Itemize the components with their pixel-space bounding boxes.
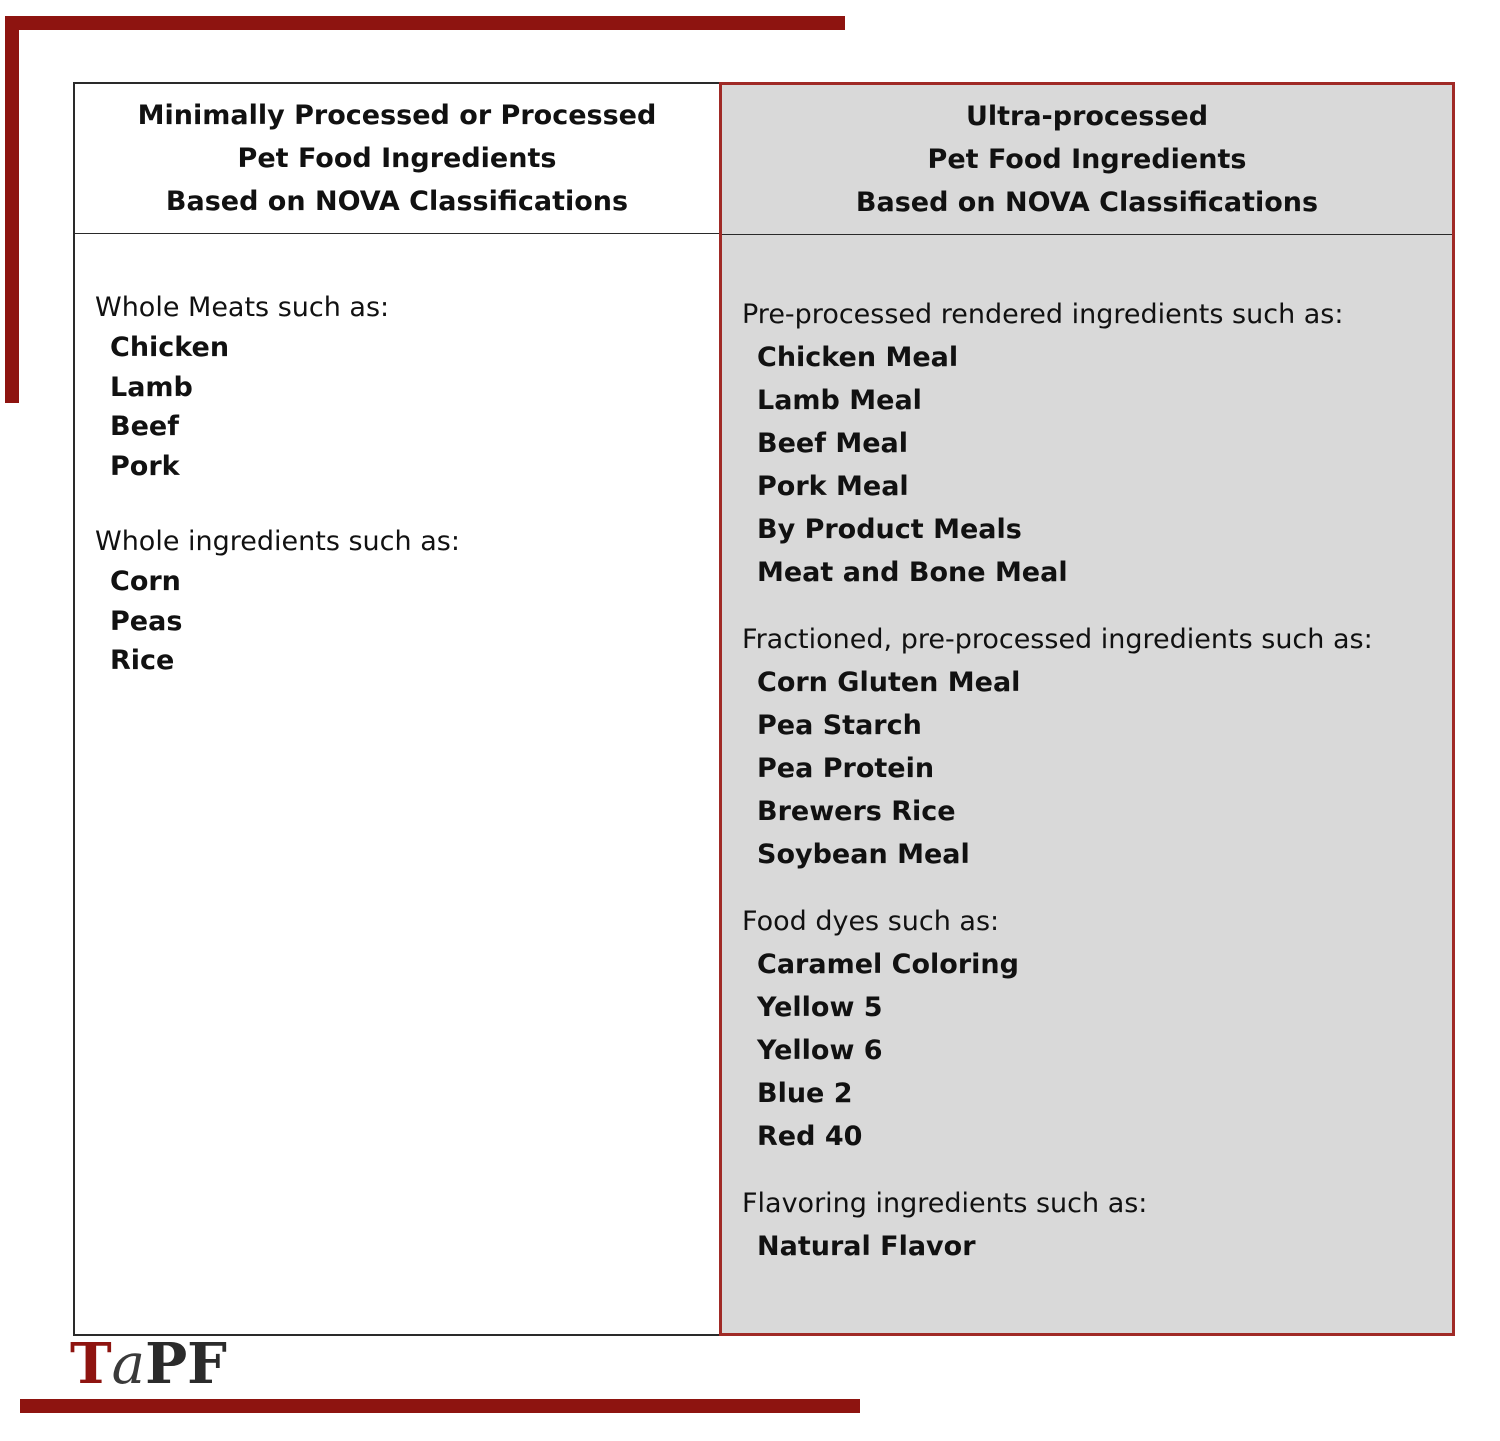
logo-letter-t: T: [70, 1331, 112, 1397]
group-label: Whole Meats such as:: [95, 292, 390, 323]
logo-letters-pf: PF: [145, 1331, 227, 1397]
ingredient-item: Chicken: [110, 332, 230, 363]
ingredient-item: Meat and Bone Meal: [757, 557, 1068, 588]
ingredient-item: Chicken Meal: [757, 342, 959, 373]
ingredient-group-rendered: [742, 293, 1452, 594]
ingredient-item: Lamb: [110, 371, 193, 403]
ingredient-item: Caramel Coloring: [757, 949, 1019, 980]
ingredient-item: Soybean Meal: [757, 839, 970, 870]
ingredient-item: Pea Protein: [757, 753, 935, 784]
logo-letter-a: a: [111, 1332, 146, 1397]
ingredient-item: Brewers Rice: [757, 796, 956, 827]
ingredient-group-fractioned: [742, 618, 1452, 876]
ingredient-item: Pea Starch: [757, 710, 922, 741]
ingredient-item: By Product Meals: [757, 514, 1022, 545]
group-label: Pre-processed rendered ingredients such as:: [742, 299, 1344, 330]
ingredient-item: Pork Meal: [757, 471, 909, 502]
ingredient-item: Rice: [110, 645, 175, 677]
left-accent-bar: [5, 16, 19, 403]
ingredient-item: Lamb Meal: [757, 385, 922, 416]
header-line: Based on NOVA Classifications: [855, 187, 1319, 218]
group-label: Whole ingredients such as:: [95, 525, 460, 557]
ultra-processed-header: [722, 85, 1452, 235]
tapf-logo: [70, 1331, 227, 1397]
ingredient-item: Beef: [110, 411, 179, 443]
ingredient-group-whole-meats: [95, 288, 719, 487]
ingredient-item: Natural Flavor: [757, 1231, 976, 1262]
bottom-accent-bar: [20, 1399, 860, 1413]
ingredient-item: Corn: [110, 565, 181, 597]
top-accent-bar: [5, 16, 845, 30]
ingredient-item: Yellow 6: [757, 1035, 883, 1066]
ingredient-item: Beef Meal: [757, 428, 909, 459]
ingredient-item: Yellow 5: [757, 992, 883, 1023]
header-line: Pet Food Ingredients: [237, 143, 557, 174]
ultra-processed-column: [719, 82, 1455, 1336]
header-line: Ultra-processed: [965, 101, 1209, 132]
header-line: Based on NOVA Classifications: [165, 186, 629, 217]
ingredient-group-flavoring: [742, 1182, 1452, 1268]
ingredient-group-whole-ingredients: [95, 522, 719, 681]
ingredient-group-food-dyes: [742, 900, 1452, 1158]
minimally-processed-list: [75, 234, 719, 681]
ingredient-item: Pork: [110, 451, 180, 483]
group-label: Flavoring ingredients such as:: [742, 1188, 1148, 1219]
header-line: Minimally Processed or Processed: [137, 100, 657, 131]
ingredient-item: Peas: [110, 605, 183, 637]
minimally-processed-column: [73, 82, 721, 1336]
group-label: Food dyes such as:: [742, 906, 1000, 937]
group-label: Fractioned, pre-processed ingredients such as:: [742, 624, 1373, 655]
ingredient-item: Red 40: [757, 1121, 863, 1152]
header-line: Pet Food Ingredients: [927, 144, 1247, 175]
minimally-processed-header: [75, 84, 719, 234]
ultra-processed-list: [722, 235, 1452, 1268]
ingredient-item: Blue 2: [757, 1078, 853, 1109]
ingredient-item: Corn Gluten Meal: [757, 667, 1021, 698]
